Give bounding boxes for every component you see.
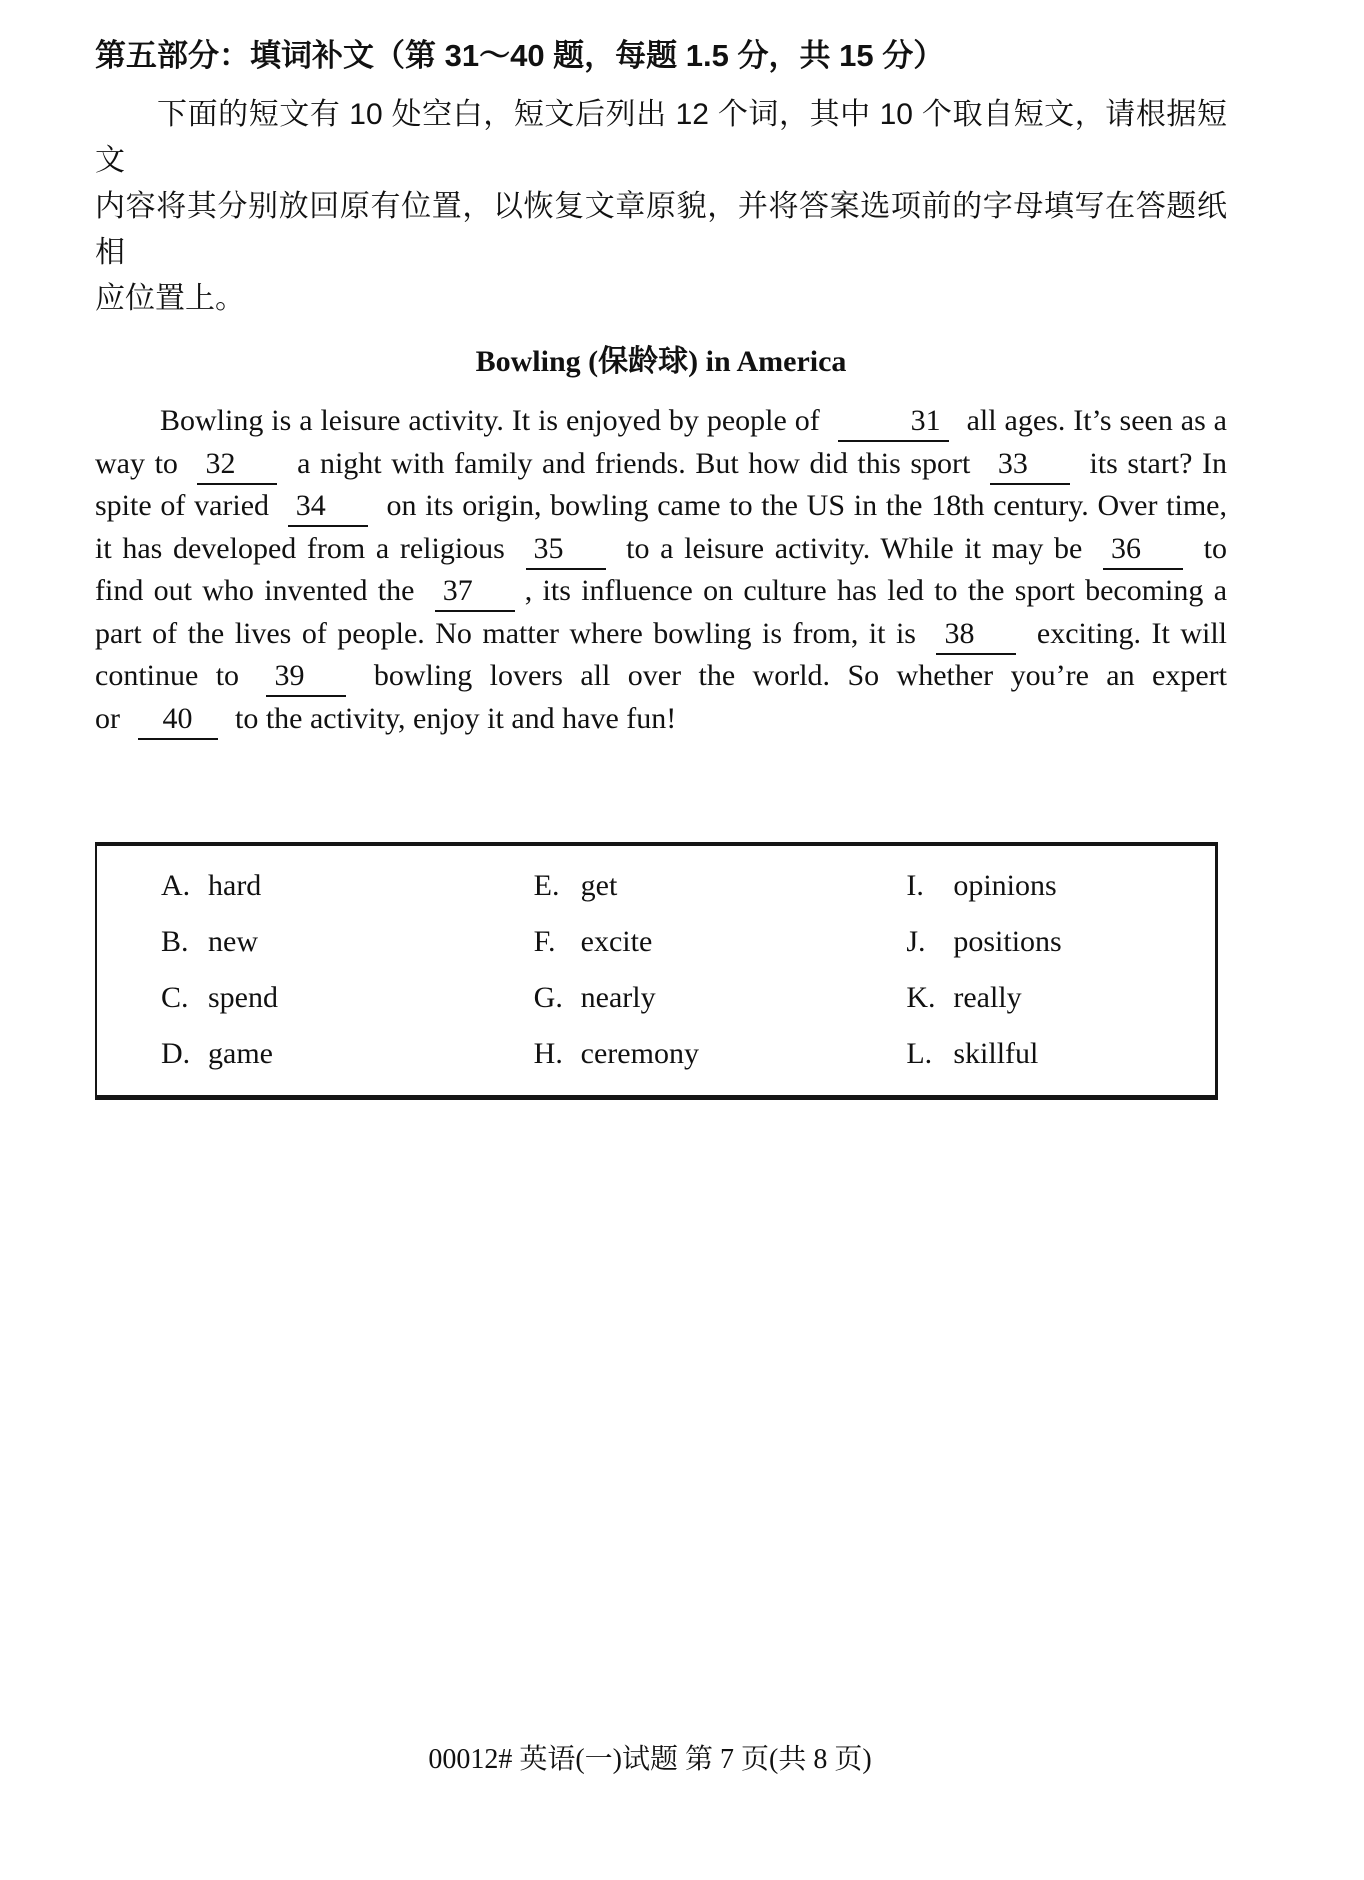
option-letter: H. bbox=[533, 1037, 563, 1070]
option-letter: I. bbox=[906, 869, 924, 902]
passage-line: find out who invented the 37 , its influence on culture has led to the sport becoming a bbox=[95, 570, 1227, 613]
page-content bbox=[95, 34, 1227, 1100]
passage-line: it has developed from a religious 35 to a leisure activity. While it may be 36 to bbox=[95, 528, 1227, 571]
word-bank-column bbox=[97, 858, 470, 1082]
option-letter: L. bbox=[906, 1037, 933, 1070]
word-option-K bbox=[906, 970, 1215, 1026]
passage-line: or 40 to the activity, enjoy it and have fun! bbox=[95, 698, 1227, 741]
instruction-line: 下面的短文有 10 处空白，短文后列出 12 个词，其中 10 个取自短文，请根据短文 bbox=[95, 98, 1227, 177]
blank-37: 37 bbox=[435, 573, 515, 612]
option-word: nearly bbox=[580, 981, 656, 1014]
word-option-C bbox=[161, 970, 470, 1026]
word-option-E bbox=[534, 858, 843, 914]
option-word: spend bbox=[208, 981, 278, 1014]
passage-line: spite of varied 34 on its origin, bowling came to the US in the 18th century. Over time, bbox=[95, 485, 1227, 528]
blank-38: 38 bbox=[936, 616, 1016, 655]
passage-line: Bowling is a leisure activity. It is enjoyed by people of 31 all ages. It’s seen as a bbox=[95, 400, 1227, 443]
word-option-I bbox=[906, 858, 1215, 914]
blank-31: 31 bbox=[838, 403, 949, 442]
word-bank-column bbox=[842, 858, 1215, 1082]
option-word: hard bbox=[208, 869, 262, 902]
passage bbox=[95, 400, 1227, 740]
word-option-L bbox=[906, 1026, 1215, 1082]
option-letter: B. bbox=[161, 925, 189, 958]
word-option-H bbox=[534, 1026, 843, 1082]
passage-line: continue to 39 bowling lovers all over the world. So whether you’re an expert bbox=[95, 655, 1227, 698]
instruction-line: 内容将其分别放回原有位置，以恢复文章原貌，并将答案选项前的字母填写在答题纸相 bbox=[95, 190, 1227, 269]
passage-line: way to 32 a night with family and friends. But how did this sport 33 its start? In bbox=[95, 443, 1227, 486]
word-bank-box bbox=[95, 842, 1218, 1100]
blank-33: 33 bbox=[990, 446, 1070, 485]
option-word: get bbox=[580, 869, 618, 902]
blank-34: 34 bbox=[288, 488, 368, 527]
option-word: excite bbox=[580, 925, 653, 958]
page-footer: 00012# 英语(一)试题 第 7 页(共 8 页) bbox=[428, 1744, 872, 1775]
blank-40: 40 bbox=[138, 701, 218, 740]
option-word: positions bbox=[953, 925, 1062, 958]
option-word: ceremony bbox=[580, 1037, 699, 1070]
word-option-A bbox=[161, 858, 470, 914]
option-word: skillful bbox=[953, 1037, 1039, 1070]
instructions bbox=[95, 92, 1227, 322]
word-bank-column bbox=[470, 858, 843, 1082]
blank-36: 36 bbox=[1103, 531, 1183, 570]
option-letter: K. bbox=[906, 981, 936, 1014]
word-option-J bbox=[906, 914, 1215, 970]
option-word: game bbox=[208, 1037, 273, 1070]
option-letter: D. bbox=[161, 1037, 191, 1070]
option-word: really bbox=[953, 981, 1022, 1014]
option-letter: G. bbox=[533, 981, 563, 1014]
option-letter: A. bbox=[161, 869, 191, 902]
option-letter: F. bbox=[533, 925, 556, 958]
option-word: new bbox=[208, 925, 258, 958]
instruction-line: 应位置上。 bbox=[95, 282, 245, 315]
word-option-D bbox=[161, 1026, 470, 1082]
option-letter: C. bbox=[161, 981, 189, 1014]
option-word: opinions bbox=[953, 869, 1057, 902]
passage-title: Bowling (保龄球) in America bbox=[475, 345, 847, 378]
option-letter: E. bbox=[533, 869, 560, 902]
passage-line: part of the lives of people. No matter where bowling is from, it is 38 exciting. It will bbox=[95, 613, 1227, 656]
blank-35: 35 bbox=[526, 531, 606, 570]
blank-32: 32 bbox=[197, 446, 277, 485]
option-letter: J. bbox=[906, 925, 926, 958]
word-option-G bbox=[534, 970, 843, 1026]
blank-39: 39 bbox=[266, 658, 346, 697]
word-option-F bbox=[534, 914, 843, 970]
word-option-B bbox=[161, 914, 470, 970]
section-header: 第五部分：填词补文（第 31～40 题，每题 1.5 分，共 15 分） bbox=[95, 38, 945, 73]
